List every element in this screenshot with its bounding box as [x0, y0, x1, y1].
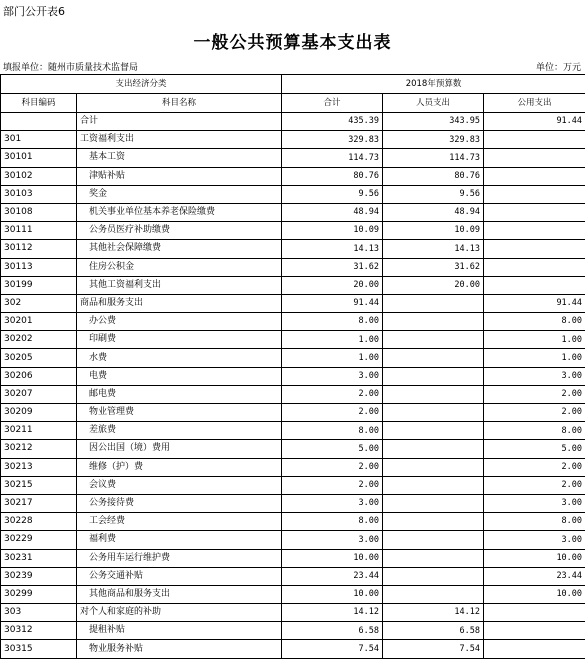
- row-personnel: [383, 367, 484, 385]
- row-total: 2.00: [282, 385, 383, 403]
- row-name: 工会经费: [77, 513, 282, 531]
- reporting-unit: 填报单位：随州市质量技术监督局: [3, 60, 138, 73]
- row-name: 对个人和家庭的补助: [77, 604, 282, 622]
- row-code: 30217: [1, 494, 77, 512]
- row-name: 会议费: [77, 476, 282, 494]
- row-public: 3.00: [484, 494, 585, 512]
- table-row: [1, 640, 585, 658]
- row-total: 10.00: [282, 549, 383, 567]
- table-row: [1, 349, 585, 367]
- row-personnel: 20.00: [383, 276, 484, 294]
- row-total: 48.94: [282, 203, 383, 221]
- table-row: [1, 240, 585, 258]
- row-name: 差旅费: [77, 422, 282, 440]
- row-total: 91.44: [282, 294, 383, 312]
- row-total: 80.76: [282, 167, 383, 185]
- row-personnel: 7.54: [383, 640, 484, 658]
- table-row: [1, 276, 585, 294]
- table-tag: 部门公开表6: [3, 3, 65, 19]
- row-name: 津贴补贴: [77, 167, 282, 185]
- row-name: 公务用车运行维护费: [77, 549, 282, 567]
- row-name: 公务接待费: [77, 494, 282, 512]
- table-row: [1, 385, 585, 403]
- row-name: 住房公积金: [77, 258, 282, 276]
- row-total: 31.62: [282, 258, 383, 276]
- row-total: 3.00: [282, 494, 383, 512]
- row-personnel: [383, 349, 484, 367]
- table-row: [1, 149, 585, 167]
- row-personnel: 9.56: [383, 185, 484, 203]
- row-public: 2.00: [484, 458, 585, 476]
- row-total: 1.00: [282, 349, 383, 367]
- row-name: 奖金: [77, 185, 282, 203]
- row-personnel: [383, 549, 484, 567]
- row-personnel: 329.83: [383, 131, 484, 149]
- row-total: 8.00: [282, 422, 383, 440]
- row-code: 30201: [1, 313, 77, 331]
- row-code: 302: [1, 294, 77, 312]
- row-public: 3.00: [484, 367, 585, 385]
- row-name: 印刷费: [77, 331, 282, 349]
- header-public: 公用支出: [484, 94, 585, 113]
- row-public: 10.00: [484, 585, 585, 603]
- row-name: 电费: [77, 367, 282, 385]
- row-code: 30207: [1, 385, 77, 403]
- row-name: 基本工资: [77, 149, 282, 167]
- header-econ-classification: 支出经济分类: [1, 75, 282, 94]
- row-public: [484, 604, 585, 622]
- row-code: 30101: [1, 149, 77, 167]
- row-code: [1, 113, 77, 131]
- table-row: [1, 185, 585, 203]
- row-personnel: 114.73: [383, 149, 484, 167]
- row-personnel: 48.94: [383, 203, 484, 221]
- table-row: [1, 585, 585, 603]
- row-code: 30202: [1, 331, 77, 349]
- table-row: [1, 313, 585, 331]
- row-personnel: 6.58: [383, 622, 484, 640]
- row-code: 30209: [1, 404, 77, 422]
- table-row: [1, 131, 585, 149]
- header-personnel: 人员支出: [383, 94, 484, 113]
- table-row: [1, 549, 585, 567]
- row-public: 8.00: [484, 422, 585, 440]
- row-code: 30211: [1, 422, 77, 440]
- row-total: 2.00: [282, 476, 383, 494]
- row-total: 3.00: [282, 531, 383, 549]
- row-public: [484, 240, 585, 258]
- row-code: 30212: [1, 440, 77, 458]
- row-public: [484, 185, 585, 203]
- table-row: [1, 113, 585, 131]
- row-name: 邮电费: [77, 385, 282, 403]
- row-code: 30229: [1, 531, 77, 549]
- row-personnel: [383, 440, 484, 458]
- budget-table: [0, 74, 585, 659]
- row-public: 8.00: [484, 513, 585, 531]
- table-row: [1, 494, 585, 512]
- table-row: [1, 567, 585, 585]
- row-public: 1.00: [484, 331, 585, 349]
- row-public: 3.00: [484, 531, 585, 549]
- currency-unit: 单位：万元: [536, 60, 581, 73]
- row-name: 物业管理费: [77, 404, 282, 422]
- row-public: [484, 258, 585, 276]
- row-name: 办公费: [77, 313, 282, 331]
- row-public: 91.44: [484, 294, 585, 312]
- row-personnel: [383, 567, 484, 585]
- table-row: [1, 167, 585, 185]
- row-name: 工资福利支出: [77, 131, 282, 149]
- header-total: 合计: [282, 94, 383, 113]
- row-total: 329.83: [282, 131, 383, 149]
- row-name: 公务交通补贴: [77, 567, 282, 585]
- row-code: 30312: [1, 622, 77, 640]
- row-personnel: [383, 422, 484, 440]
- row-total: 3.00: [282, 367, 383, 385]
- row-total: 14.13: [282, 240, 383, 258]
- row-personnel: 10.09: [383, 222, 484, 240]
- row-name: 其他商品和服务支出: [77, 585, 282, 603]
- header-group-row: [1, 75, 585, 94]
- row-name: 水费: [77, 349, 282, 367]
- table-row: [1, 203, 585, 221]
- row-code: 30103: [1, 185, 77, 203]
- table-row: [1, 458, 585, 476]
- table-row: [1, 513, 585, 531]
- table-row: [1, 531, 585, 549]
- row-code: 30315: [1, 640, 77, 658]
- row-total: 5.00: [282, 440, 383, 458]
- row-code: 30199: [1, 276, 77, 294]
- row-total: 9.56: [282, 185, 383, 203]
- row-total: 10.09: [282, 222, 383, 240]
- table-row: [1, 258, 585, 276]
- row-code: 30215: [1, 476, 77, 494]
- row-name: 公务员医疗补助缴费: [77, 222, 282, 240]
- row-total: 6.58: [282, 622, 383, 640]
- row-public: [484, 640, 585, 658]
- row-total: 10.00: [282, 585, 383, 603]
- row-personnel: [383, 331, 484, 349]
- row-personnel: 31.62: [383, 258, 484, 276]
- page-title: 一般公共预算基本支出表: [0, 28, 585, 53]
- row-total: 8.00: [282, 513, 383, 531]
- row-code: 30112: [1, 240, 77, 258]
- table-row: [1, 294, 585, 312]
- row-public: [484, 622, 585, 640]
- row-public: 8.00: [484, 313, 585, 331]
- row-name: 机关事业单位基本养老保险缴费: [77, 203, 282, 221]
- row-name: 商品和服务支出: [77, 294, 282, 312]
- row-code: 30205: [1, 349, 77, 367]
- row-public: 23.44: [484, 567, 585, 585]
- row-personnel: [383, 385, 484, 403]
- row-name: 维修（护）费: [77, 458, 282, 476]
- row-public: 10.00: [484, 549, 585, 567]
- row-code: 30206: [1, 367, 77, 385]
- row-code: 30231: [1, 549, 77, 567]
- row-personnel: 343.95: [383, 113, 484, 131]
- row-total: 435.39: [282, 113, 383, 131]
- table-row: [1, 476, 585, 494]
- row-personnel: [383, 404, 484, 422]
- table-row: [1, 404, 585, 422]
- row-code: 30239: [1, 567, 77, 585]
- row-personnel: [383, 494, 484, 512]
- table-row: [1, 367, 585, 385]
- row-code: 30111: [1, 222, 77, 240]
- table-body: [1, 113, 585, 659]
- row-public: 5.00: [484, 440, 585, 458]
- header-name: 科目名称: [77, 94, 282, 113]
- row-code: 30228: [1, 513, 77, 531]
- table-row: [1, 622, 585, 640]
- row-personnel: 80.76: [383, 167, 484, 185]
- row-public: [484, 203, 585, 221]
- row-public: 1.00: [484, 349, 585, 367]
- row-name: 福利费: [77, 531, 282, 549]
- row-public: [484, 167, 585, 185]
- row-public: 2.00: [484, 476, 585, 494]
- row-code: 30213: [1, 458, 77, 476]
- row-code: 30113: [1, 258, 77, 276]
- row-personnel: [383, 531, 484, 549]
- row-public: [484, 131, 585, 149]
- row-public: 2.00: [484, 385, 585, 403]
- header-code: 科目编码: [1, 94, 77, 113]
- row-personnel: [383, 313, 484, 331]
- row-name: 合计: [77, 113, 282, 131]
- row-code: 30108: [1, 203, 77, 221]
- row-personnel: 14.12: [383, 604, 484, 622]
- row-personnel: [383, 513, 484, 531]
- row-name: 因公出国（境）费用: [77, 440, 282, 458]
- table-row: [1, 440, 585, 458]
- row-personnel: [383, 476, 484, 494]
- row-public: [484, 276, 585, 294]
- row-total: 14.12: [282, 604, 383, 622]
- row-name: 其他工资福利支出: [77, 276, 282, 294]
- row-public: [484, 149, 585, 167]
- row-total: 114.73: [282, 149, 383, 167]
- row-public: 91.44: [484, 113, 585, 131]
- row-personnel: 14.13: [383, 240, 484, 258]
- table-row: [1, 422, 585, 440]
- row-name: 其他社会保障缴费: [77, 240, 282, 258]
- row-code: 30299: [1, 585, 77, 603]
- header-budget-year: 2018年预算数: [282, 75, 585, 94]
- row-personnel: [383, 294, 484, 312]
- row-personnel: [383, 458, 484, 476]
- table-row: [1, 331, 585, 349]
- row-code: 30102: [1, 167, 77, 185]
- header-columns-row: [1, 94, 585, 113]
- table-row: [1, 604, 585, 622]
- row-total: 2.00: [282, 458, 383, 476]
- row-total: 20.00: [282, 276, 383, 294]
- row-total: 2.00: [282, 404, 383, 422]
- row-name: 提租补贴: [77, 622, 282, 640]
- row-total: 23.44: [282, 567, 383, 585]
- row-total: 1.00: [282, 331, 383, 349]
- row-total: 7.54: [282, 640, 383, 658]
- row-code: 303: [1, 604, 77, 622]
- row-personnel: [383, 585, 484, 603]
- row-total: 8.00: [282, 313, 383, 331]
- row-code: 301: [1, 131, 77, 149]
- table-row: [1, 222, 585, 240]
- row-public: 2.00: [484, 404, 585, 422]
- row-public: [484, 222, 585, 240]
- row-name: 物业服务补贴: [77, 640, 282, 658]
